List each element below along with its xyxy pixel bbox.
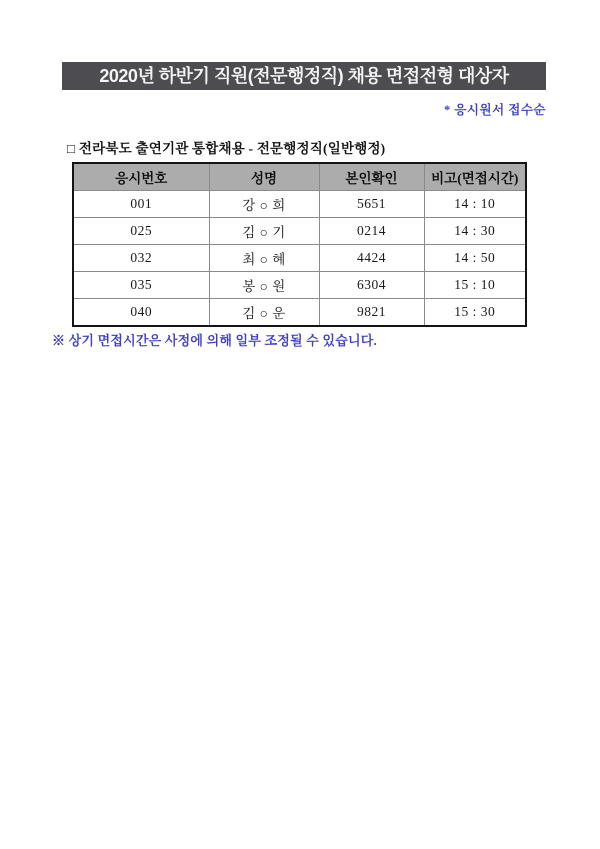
table-row [73,245,526,272]
table-cell: 025 [73,218,209,245]
table-header-cell: 비고(면접시간) [424,163,526,191]
table-cell: 9821 [319,299,424,327]
table-cell: 6304 [319,272,424,299]
table-cell: 김 ○ 운 [209,299,319,327]
table-cell: 봉 ○ 원 [209,272,319,299]
table-cell: 14 : 10 [424,191,526,218]
table-row [73,272,526,299]
table-cell: 김 ○ 기 [209,218,319,245]
section-heading: □ 전라북도 출연기관 통합채용 - 전문행정직(일반행정) [67,141,386,156]
table-cell: 강 ○ 희 [209,191,319,218]
table-cell: 15 : 30 [424,299,526,327]
table-cell: 040 [73,299,209,327]
table-row [73,299,526,327]
table-row [73,191,526,218]
table-row [73,218,526,245]
table-cell: 14 : 30 [424,218,526,245]
table-cell: 14 : 50 [424,245,526,272]
receipt-order-note: * 응시원서 접수순 [443,103,546,117]
interview-schedule-table [72,162,527,327]
table-header-cell: 성명 [209,163,319,191]
table-cell: 최 ○ 혜 [209,245,319,272]
table-cell: 5651 [319,191,424,218]
table-header-row [73,163,526,191]
table-body [73,191,526,327]
table-cell: 001 [73,191,209,218]
table-header [73,163,526,191]
table-cell: 15 : 10 [424,272,526,299]
table-cell: 4424 [319,245,424,272]
schedule-footnote: ※ 상기 면접시간은 사정에 의해 일부 조정될 수 있습니다. [52,333,377,348]
table-header-cell: 본인확인 [319,163,424,191]
table-cell: 032 [73,245,209,272]
table-header-cell: 응시번호 [73,163,209,191]
table-cell: 035 [73,272,209,299]
page-title: 2020년 하반기 직원(전문행정직) 채용 면접전형 대상자 [62,62,546,90]
table-cell: 0214 [319,218,424,245]
